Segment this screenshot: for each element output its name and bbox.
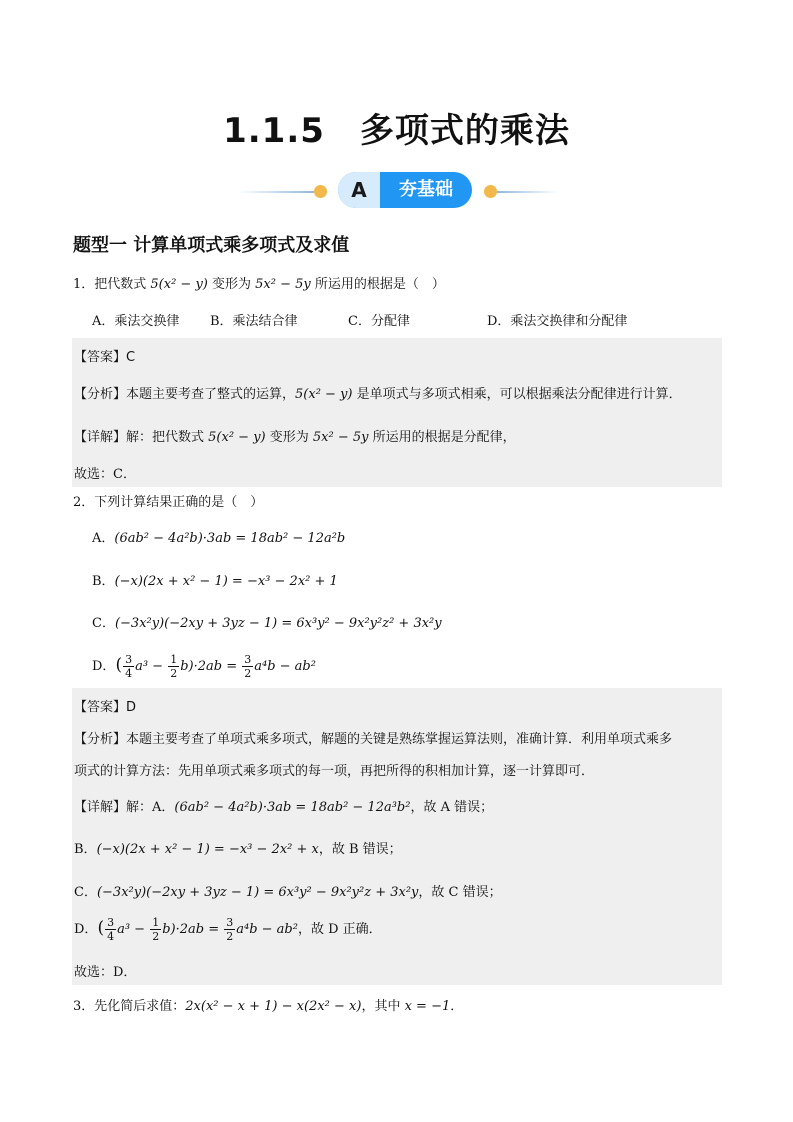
q2-answer-box: [72, 688, 722, 985]
banner-letter: A: [338, 172, 380, 208]
frac-den: 2: [226, 930, 234, 943]
q2-detail-c: [74, 881, 502, 900]
q2-option-c-expr: (−3x²y)(−2xy + 3yz − 1) = 6x³y² − 9x²y²z² + 3x²y: [114, 616, 442, 631]
frac-den: 4: [107, 930, 115, 943]
frac-den: 4: [125, 667, 133, 680]
q2-option-a: [92, 530, 345, 548]
section-banner: [238, 171, 558, 211]
q1-detail-pre: 解：把代数式: [126, 430, 209, 445]
q2-detail-b-expr: (−x)(2x + x² − 1) = −x³ − 2x² + x: [96, 842, 319, 857]
q2-detail-d-post: ，故 D 正确．: [297, 922, 382, 937]
q1-option-d: D．乘法交换律和分配律: [487, 314, 628, 329]
banner-dot-right: [484, 185, 497, 198]
q1-detail: [74, 426, 516, 445]
q2-detail-b-pre: B．: [74, 842, 97, 857]
q2-detail-d: [74, 916, 382, 943]
q3-stem-post: ．: [450, 999, 464, 1014]
q3-stem-pre: 3．先化简后求值：: [73, 999, 186, 1014]
q1-analysis: [74, 383, 682, 402]
banner-line-right: [497, 191, 558, 193]
frac-num: 1: [170, 653, 178, 666]
fraction: [123, 653, 134, 680]
q2-detail-a: [74, 796, 493, 815]
banner-dot-left: [314, 185, 327, 198]
q2-option-b-expr: (−x)(2x + x² − 1) = −x³ − 2x² + 1: [114, 574, 338, 589]
question-2-stem: 2．下列计算结果正确的是（ ）: [73, 495, 264, 510]
q1-analysis-pre: 本题主要考查了整式的运算，: [126, 387, 296, 402]
q2-option-d: [92, 653, 316, 680]
q2-detail-c-post: ，故 C 错误；: [418, 885, 502, 900]
q2-option-b-label: B．: [92, 574, 115, 589]
q2-detail-b: [74, 838, 402, 857]
q1-option-c: C．分配律: [348, 314, 410, 329]
fraction: [150, 916, 161, 943]
banner-label: 夯基础: [399, 179, 453, 200]
page-title: 1.1.5 多项式的乘法: [223, 111, 570, 151]
q2-dd-open-paren: (: [97, 918, 105, 938]
q1-answer-label: 【答案】: [74, 350, 127, 365]
q2-d-mid1: a³ −: [135, 659, 168, 674]
q1-option-b: B．乘法结合律: [210, 314, 298, 329]
banner-pill: [338, 172, 472, 208]
q2-option-c-label: C．: [92, 616, 115, 631]
question-1-stem: [73, 276, 445, 294]
q2-answer-label: 【答案】: [74, 700, 127, 715]
q2-detail-b-post: ，故 B 错误；: [318, 842, 402, 857]
q3-stem-mid: ，其中: [361, 999, 405, 1014]
frac-num: 3: [125, 653, 133, 666]
q2-detail-c-pre: C．: [74, 885, 97, 900]
q1-detail-label: 【详解】: [74, 430, 127, 445]
frac-den: 2: [170, 667, 178, 680]
fraction: [105, 916, 116, 943]
q2-detail-c-expr: (−3x²y)(−2xy + 3yz − 1) = 6x³y² − 9x²y²z + 3x²y: [96, 885, 419, 900]
section-heading: 题型一 计算单项式乘多项式及求值: [73, 235, 350, 256]
q2-option-b: [92, 573, 338, 591]
q1-option-a: A．乘法交换律: [92, 314, 180, 329]
q2-option-a-label: A．: [92, 531, 115, 546]
frac-num: 3: [244, 653, 252, 666]
q2-option-c: [92, 615, 442, 633]
q1-analysis-expr: 5(x² − y): [295, 387, 353, 402]
q2-detail-a-post: ，故 A 错误；: [410, 800, 494, 815]
q2-option-a-expr: (6ab² − 4a²b)·3ab = 18ab² − 12a²b: [114, 531, 346, 546]
q1-expr2: 5x² − 5y: [255, 277, 311, 292]
q2-dd-mid1: a³ −: [117, 922, 150, 937]
q2-detail-d-pre: D．: [74, 922, 98, 937]
q2-conclusion: 故选：D．: [74, 965, 137, 980]
q1-stem-mid: 变形为: [207, 277, 256, 292]
q1-answer: [74, 346, 135, 365]
q2-detail-a-pre: 解：A．: [126, 800, 175, 815]
q1-answer-box: [72, 338, 722, 487]
frac-num: 3: [226, 916, 234, 929]
q1-conclusion: 故选：C．: [74, 467, 136, 482]
fraction: [242, 653, 253, 680]
q2-dd-mid2: b)·2ab =: [162, 922, 224, 937]
q3-expr: 2x(x² − x + 1) − x(2x² − x): [185, 999, 362, 1014]
frac-num: 1: [152, 916, 160, 929]
q2-answer: [74, 696, 136, 715]
q2-analysis-text1: 本题主要考查了单项式乘多项式，解题的关键是熟练掌握运算法则，准确计算．利用单项式乘多: [126, 732, 673, 747]
q2-answer-value: D: [126, 700, 137, 715]
frac-num: 3: [107, 916, 115, 929]
q2-analysis-label: 【分析】: [74, 732, 127, 747]
q1-detail-mid: 变形为: [265, 430, 313, 445]
q1-answer-value: C: [126, 350, 136, 365]
q2-d-mid2: b)·2ab =: [180, 659, 242, 674]
q1-expr: 5(x² − y): [150, 277, 208, 292]
q2-dd-post: a⁴b − ab²: [236, 922, 298, 937]
q3-cond: x = −1: [404, 999, 451, 1014]
q2-d-open-paren: (: [115, 655, 123, 675]
q2-detail-a-expr: (6ab² − 4a²b)·3ab = 18ab² − 12a³b²: [174, 800, 411, 815]
frac-den: 2: [152, 930, 160, 943]
q1-detail-expr: 5(x² − y): [208, 430, 266, 445]
q2-detail-label: 【详解】: [74, 800, 127, 815]
q2-analysis-line2: 项式的计算方法：先用单项式乘多项式的每一项，再把所得的积相加计算，逐一计算即可．: [74, 764, 595, 779]
frac-den: 2: [244, 667, 252, 680]
fraction: [168, 653, 179, 680]
banner-line-left: [238, 191, 314, 193]
q2-analysis-line1: [74, 728, 672, 747]
q1-analysis-post: 是单项式与多项式相乘，可以根据乘法分配律进行计算．: [352, 387, 682, 402]
q1-detail-post: 所运用的根据是分配律，: [368, 430, 516, 445]
q2-option-d-label: D．: [92, 659, 116, 674]
question-3-stem: [73, 998, 463, 1016]
q2-d-post: a⁴b − ab²: [254, 659, 316, 674]
fraction: [224, 916, 235, 943]
q1-analysis-label: 【分析】: [74, 387, 127, 402]
q1-detail-expr2: 5x² − 5y: [312, 430, 369, 445]
q1-stem-post: 所运用的根据是（ ）: [310, 277, 445, 292]
q1-stem-pre: 1．把代数式: [73, 277, 151, 292]
